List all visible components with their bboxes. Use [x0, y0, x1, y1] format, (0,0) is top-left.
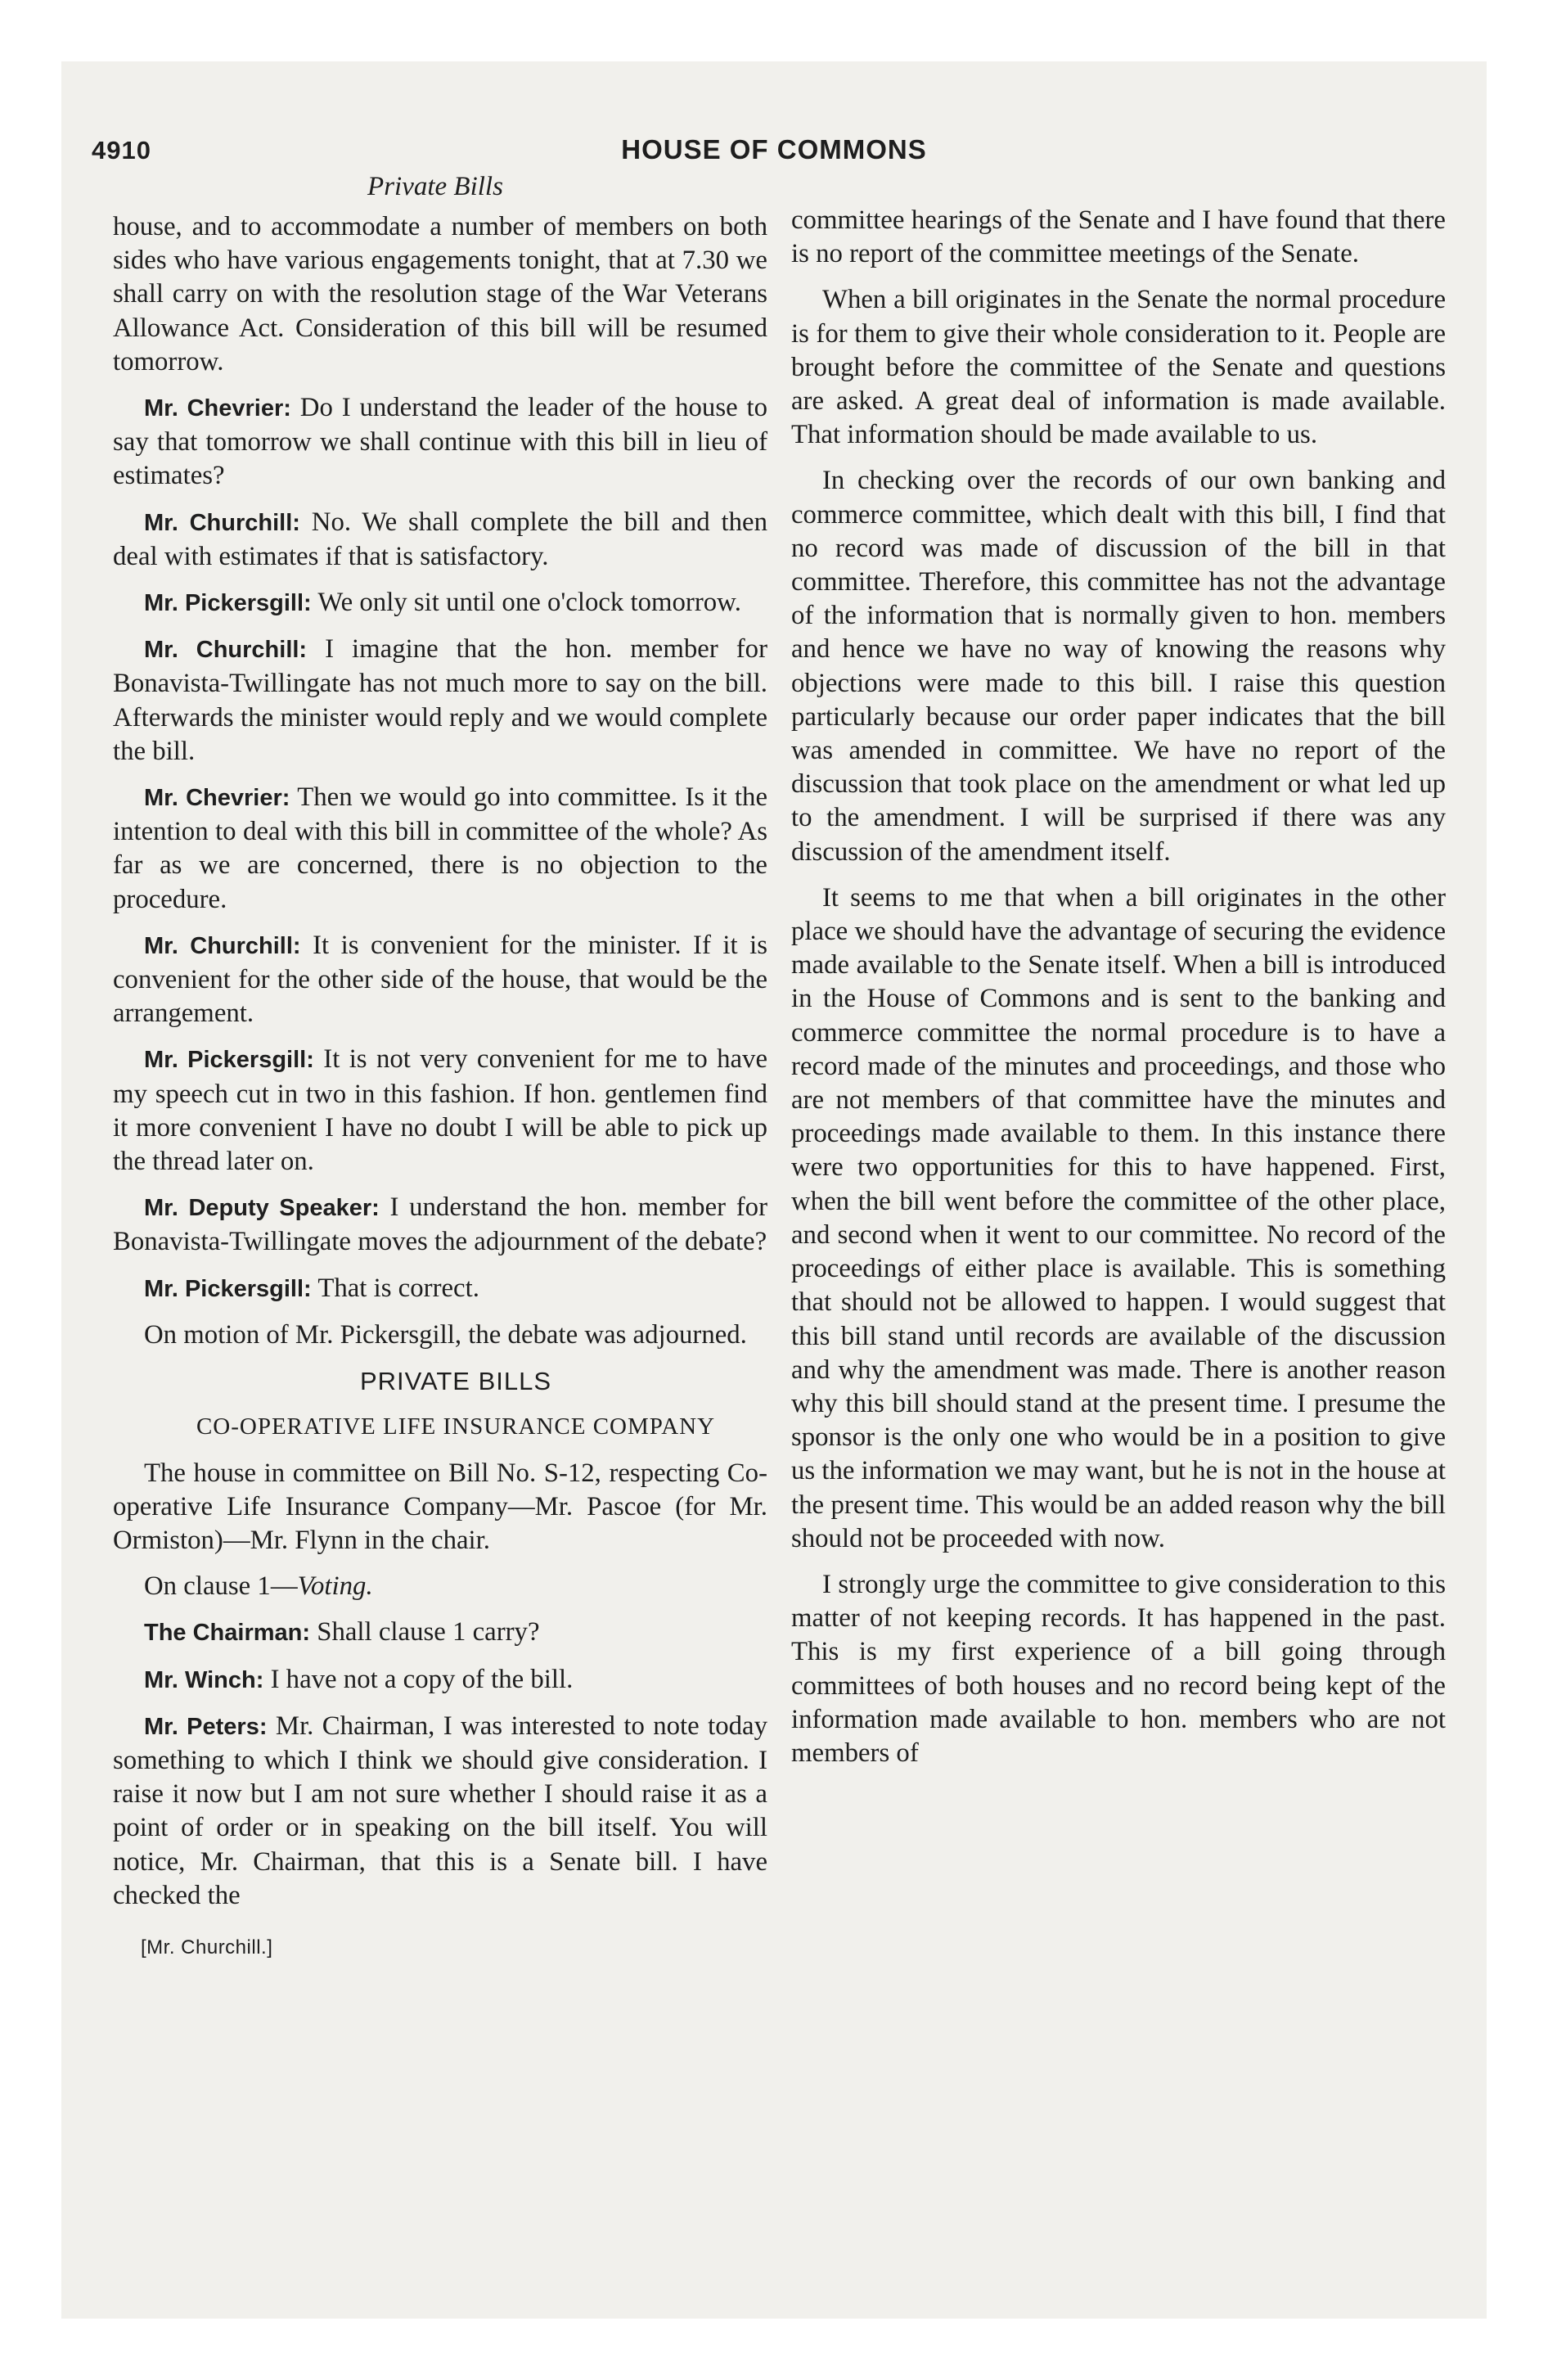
speech-text: No. We shall complete the bill and then deal with estimates if that is satisfactory.	[113, 507, 767, 571]
speech-text: Then we would go into committee. Is it the intention to deal with this bill in committee of the whole? As far as we are concerned, there is no objection to the procedure.	[113, 782, 767, 914]
paragraph: committee hearings of the Senate and I have found that there is no report of the committee meetings of the Senate.	[791, 205, 1446, 269]
speech-paragraph	[113, 1191, 767, 1259]
speaker-name: Mr. Winch:	[144, 1666, 264, 1693]
clause-italic: Voting.	[297, 1571, 373, 1602]
speech-text: It is convenient for the minister. If it is convenient for the other side of the house, that would be the arrangement.	[113, 930, 767, 1029]
speech-paragraph	[113, 506, 767, 574]
speaker-name: Mr. Churchill:	[144, 932, 301, 959]
paragraph: The house in committee on Bill No. S-12, respecting Co-operative Life Insurance Company—Mr. Pascoe (for Mr. Ormiston)—Mr. Flynn in the chair.	[113, 1458, 767, 1555]
bill-subheading: CO-OPERATIVE LIFE INSURANCE COMPANY	[196, 1413, 716, 1440]
speaker-name: Mr. Peters:	[144, 1713, 268, 1740]
section-heading: Private Bills	[367, 172, 503, 201]
paragraph: When a bill originates in the Senate the normal procedure is for them to give their whole consideration to it. People are brought before the committee of the Senate and questions are asked. A great deal of information is made available. That information should be made available to us.	[791, 285, 1446, 450]
speaker-name: Mr. Churchill:	[144, 637, 308, 664]
speech-paragraph	[113, 633, 767, 769]
clause-prefix: On clause 1—	[144, 1571, 298, 1602]
paragraph: It seems to me that when a bill originates in the other place we should have the advantage of securing the evidence made available to the Senate itself. When a bill is introduced in the House of Commons and is sent to the banking and commerce committee the normal procedure is to have a record made of the minutes and proceedings, and those who are not members of that committee have the minutes and proceedings made available to them. In this instance there were two opportunities for this to have happened. First, when the bill went before the committee of the other place, and second when it went to our committee. No record of the proceedings of either place is available. This is something that should not be allowed to happen. I would suggest that this bill stand until records are available of the discussion and why the amendment was made. There is another reason why this bill should stand at the present time. I presume the sponsor is the only one who would be in a position to give us the information we may want, but he is not in the house at the present time. This would be an added reason why the bill should not be proceeded with now.	[791, 882, 1446, 1553]
speech-paragraph	[113, 1663, 767, 1697]
left-column	[113, 210, 767, 1925]
speaker-name: Mr. Chevrier:	[144, 785, 290, 812]
clause-paragraph	[113, 1570, 767, 1603]
speech-paragraph	[113, 586, 767, 620]
speech-paragraph	[113, 1616, 767, 1650]
speech-text: We only sit until one o'clock tomorrow.	[317, 588, 741, 618]
speech-text: I understand the hon. member for Bonavista-Twillingate moves the adjournment of the debate?	[113, 1192, 767, 1257]
speaker-name: Mr. Churchill:	[144, 509, 300, 536]
speech-paragraph	[113, 1710, 767, 1913]
paragraph: On motion of Mr. Pickersgill, the debate was adjourned.	[144, 1319, 747, 1350]
speech-text: It is not very convenient for me to have my speech cut in two in this fashion. If hon. gentlemen find it more convenient I have no doubt I will be able to pick up the thread later on.	[113, 1044, 768, 1177]
speech-text: Shall clause 1 carry?	[317, 1617, 540, 1648]
speaker-name: Mr. Chevrier:	[144, 395, 291, 422]
paragraph: I strongly urge the committee to give consideration to this matter of not keeping records. It has happened in the past. This is my first experience of a bill going through committees of both houses and no record being kept of the information made available to hon. members who are not members of	[791, 1569, 1446, 1768]
speech-text: Do I understand the leader of the house to say that tomorrow we shall continue with this bill in lieu of estimates?	[113, 393, 767, 491]
speaker-name: The Chairman:	[144, 1620, 311, 1647]
speech-text: I imagine that the hon. member for Bonavista-Twillingate has not much more to say on the bill. Afterwards the minister would reply and we would complete the bill.	[113, 634, 767, 766]
speaker-name: Mr. Deputy Speaker:	[144, 1195, 380, 1222]
speech-text: That is correct.	[317, 1273, 479, 1303]
speaker-name: Mr. Pickersgill:	[144, 1275, 312, 1302]
speaker-name: Mr. Pickersgill:	[144, 590, 312, 617]
speech-paragraph	[113, 929, 767, 1031]
speech-text: I have not a copy of the bill.	[270, 1664, 574, 1694]
paragraph: In checking over the records of our own banking and commerce committee, which dealt with this bill, I find that no record was made of discussion of the bill in that committee. Therefore, this committee has not the advantage of the information that is normally given to hon. members and hence we have no way of knowing the reasons why objections were made to this bill. I raise this question particularly because our order paper indicates that the bill was amended in committee. We have no report of the discussion that took place on the amendment or what led up to the amendment. I will be surprised if there was any discussion of the amendment itself.	[791, 466, 1446, 867]
speech-paragraph	[113, 1043, 767, 1179]
paragraph: house, and to accommodate a number of members on both sides who have various engagements tonight, that at 7.30 we shall carry on with the resolution stage of the War Veterans Allowance Act. Consideration of this bill will be resumed tomorrow.	[113, 212, 767, 376]
speech-paragraph	[113, 391, 767, 494]
speech-text: Mr. Chairman, I was interested to note today something to which I think we should give consideration. I raise it now but I am not sure whether I should raise it as a point of order or in speaking on the bill itself. You will notice, Mr. Chairman, that this is a Senate bill. I have checked the	[113, 1711, 767, 1910]
speech-paragraph	[113, 781, 767, 917]
speaker-name: Mr. Pickersgill:	[144, 1047, 314, 1074]
speech-paragraph	[113, 1272, 767, 1306]
private-bills-heading: PRIVATE BILLS	[359, 1367, 552, 1396]
right-column	[791, 204, 1446, 1783]
speaker-footnote: [Mr. Churchill.]	[141, 1936, 273, 1959]
page-number: 4910	[92, 136, 151, 165]
running-head: HOUSE OF COMMONS	[621, 134, 927, 165]
